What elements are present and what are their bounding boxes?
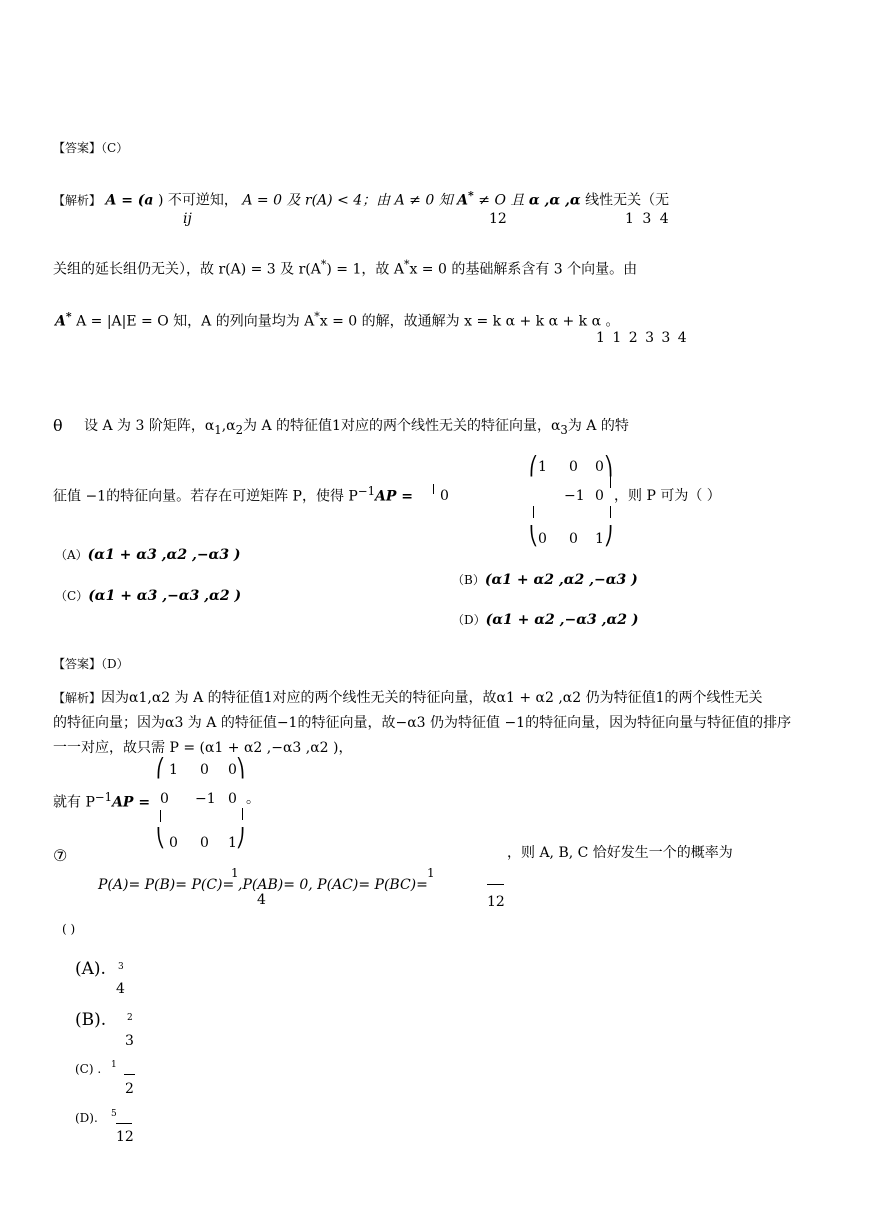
- q3-tail: ，则 A, B, C 恰好发生一个的概率为: [507, 845, 733, 861]
- sub-ij: ij: [183, 211, 192, 227]
- q3-option-c-bar: [124, 1074, 135, 1075]
- matrix2-r1c2: 0: [200, 762, 209, 778]
- q3-option-d-num: 5: [111, 1109, 117, 1119]
- option-a-label: （A）: [55, 548, 88, 562]
- matrix1-r1c2: 0: [569, 459, 578, 475]
- q3-option-a-label: (A).: [75, 959, 106, 979]
- matrix-bracket-tick: [433, 484, 434, 494]
- text-not-invertible: ) 不可逆知，: [157, 192, 238, 209]
- q1-analysis-line3: [55, 311, 620, 329]
- matrix2-r1c1: 1: [169, 762, 178, 778]
- q2-analysis-line4: [53, 792, 150, 810]
- q3-option-a-den: 4: [116, 981, 125, 997]
- matrix2-r2c1: 0: [160, 791, 169, 807]
- option-a-value: (α1 + α3 ,α2 ,−α3 ): [87, 547, 241, 563]
- stem2-sup: −1: [357, 484, 376, 498]
- q3-paren: ( ): [62, 922, 76, 936]
- option-c-label: （C）: [55, 589, 89, 603]
- matrix1-r2c2: −1: [564, 488, 585, 504]
- analysis4-end: 。: [246, 791, 260, 807]
- q3-frac2-bar: [487, 884, 504, 885]
- matrix1-rparen-top: ⎞: [604, 456, 613, 477]
- sub-12: 12: [489, 211, 507, 227]
- q3-frac2-den: 12: [487, 894, 505, 910]
- stem2-b: AP =: [375, 488, 414, 505]
- matrix2-r2c2: −1: [195, 791, 216, 807]
- analysis4-sup: −1: [94, 790, 113, 804]
- text-line2: 关组的延长组仍无关），故 r(A) = 3 及 r(A: [53, 261, 321, 278]
- q2-option-c: [55, 589, 241, 603]
- stem1-d: 为 A 的特: [567, 418, 629, 434]
- matrix2-lparen-top: ⎛: [156, 758, 165, 779]
- matrix2-r1c3: 0: [228, 762, 237, 778]
- matrix1-r3c3: 1: [595, 531, 604, 547]
- matrix2-rparen-top: ⎞: [236, 758, 245, 779]
- text-line3: A = |A|E = O 知，A 的列向量均为 A: [76, 313, 315, 330]
- text-line3b: x = 0 的解，故通解为 x = k α + k α + k α 。: [319, 313, 620, 330]
- q1-answer: [53, 141, 128, 155]
- adj-star-2: *: [320, 258, 327, 271]
- matrix1-r3c1: 0: [538, 531, 547, 547]
- matrix2-r3c2: 0: [200, 835, 209, 851]
- expr-alphas: α ,α ,α: [528, 192, 581, 209]
- q2-option-a: [55, 548, 241, 562]
- matrix1-lparen-top: ⎛: [529, 456, 538, 477]
- q2-analysis-line1: [53, 691, 763, 705]
- analysis4-b: AP =: [112, 794, 151, 811]
- matrix1-rbar-top: [610, 476, 611, 488]
- q3-frac1-den: 4: [257, 892, 266, 908]
- adj-star: *: [468, 189, 474, 202]
- analysis-label-2: 【解析】: [53, 691, 102, 705]
- matrix2-lbar: [160, 810, 161, 822]
- q3-option-c-num: 1: [111, 1060, 117, 1070]
- q3-option-d-den: 12: [116, 1129, 134, 1145]
- option-d-label: （D）: [452, 613, 486, 627]
- text-line2b: ) = 1，故 A: [326, 261, 404, 278]
- matrix2-r3c3: 1: [228, 835, 237, 851]
- expr-rank: A = 0 及 r(A) < 4；由 A ≠ 0 知: [242, 192, 453, 209]
- expr-a: A: [55, 313, 66, 330]
- q2-analysis-line2: 的特征向量；因为α3 为 A 的特征值−1的特征向量，故−α3 仍为特征值 −1的特征向量，因为特征向量与特征值的排序: [53, 715, 792, 731]
- q2-answer: [53, 657, 129, 671]
- matrix1-rparen-bot: ⎠: [604, 526, 613, 547]
- q2-option-b: [452, 573, 638, 587]
- matrix1-r2c3: 0: [595, 488, 604, 504]
- stem1-a: 设 A 为 3 阶矩阵，α: [84, 418, 215, 434]
- matrix2-r2c3: 0: [228, 791, 237, 807]
- q3-option-d-bar: [116, 1123, 132, 1124]
- text-independent: 线性无关（无: [585, 192, 670, 209]
- matrix1-rbar-bot: [610, 506, 611, 518]
- q3-formula-b: ,P(AB)= 0, P(AC)= P(BC)=: [238, 877, 428, 893]
- answer-label-2: 【答案】: [53, 657, 102, 671]
- matrix1-r1c1: 1: [538, 459, 547, 475]
- matrix2-rparen-bot: ⎠: [236, 828, 245, 849]
- q3-option-b-label: (B).: [75, 1010, 107, 1030]
- analysis-label: 【解析】: [53, 193, 102, 208]
- text-line2c: x = 0 的基础解系含有 3 个向量。由: [409, 261, 638, 278]
- q2-option-d: [452, 613, 639, 627]
- q3-option-c-den: 2: [125, 1081, 134, 1097]
- q2-analysis-line3: 一一对应，故只需 P = (α1 + α2 ,−α3 ,α2 )，: [53, 740, 353, 756]
- stem1-b: ,α: [221, 418, 236, 434]
- answer-label: 【答案】: [53, 141, 102, 155]
- q3-option-a-num: 3: [118, 962, 124, 972]
- adj-star-3: *: [403, 258, 410, 271]
- expr-a-adj: A: [457, 192, 469, 209]
- q3-frac2-num: 1: [427, 866, 435, 880]
- q2-marker: θ: [53, 416, 63, 435]
- stem1-c: 为 A 的特征值1对应的两个线性无关的特征向量，α: [243, 418, 561, 434]
- q3-frac1-num: 1: [231, 866, 239, 880]
- stem1-sub2: 2: [235, 422, 244, 437]
- q3-formula-a: P(A)= P(B)= P(C)=: [98, 877, 235, 893]
- option-c-value: (α1 + α3 ,−α3 ,α2 ): [88, 588, 242, 604]
- q3-option-d-label: (D).: [75, 1111, 98, 1125]
- q1-analysis-line2: [53, 259, 637, 277]
- expr-a-aij: A = (a: [105, 192, 154, 209]
- matrix1-r1c3: 0: [595, 459, 604, 475]
- q3-option-c-label: (C) .: [75, 1062, 102, 1076]
- matrix1-lbar: [533, 506, 534, 518]
- stem1-sub1: 1: [214, 422, 222, 437]
- subs-line3: 1 1 2 3 3 4: [596, 330, 687, 346]
- sub-134: 1 3 4: [625, 211, 669, 227]
- matrix1-r3c2: 0: [569, 531, 578, 547]
- stem2-end: ，则 P 可为（ ）: [614, 488, 721, 504]
- adj-star-4: *: [65, 310, 72, 323]
- adj-star-5: *: [314, 310, 320, 323]
- stem2-zero: 0: [440, 488, 449, 504]
- q3-marker: ⑦: [53, 846, 68, 865]
- matrix2-r3c1: 0: [169, 835, 178, 851]
- analysis4-a: 就有 P: [53, 794, 95, 811]
- matrix2-rbar: [242, 808, 243, 820]
- q2-stem-line1: [84, 419, 629, 436]
- expr-neq-o: ≠ O 且: [478, 192, 525, 209]
- stem1-sub3: 3: [560, 422, 568, 437]
- q2-stem-line2: [53, 486, 413, 504]
- answer-value-2: （D）: [101, 657, 129, 671]
- matrix1-lparen-bot: ⎝: [529, 526, 538, 547]
- option-b-label: （B）: [452, 573, 485, 587]
- answer-value: （C）: [101, 141, 129, 155]
- analysis2-text1: 因为α1,α2 为 A 的特征值1对应的两个线性无关的特征向量，故α1 + α2 ,α2 仍为特征值1的两个线性无关: [101, 690, 763, 706]
- stem2-a: 征值 −1的特征向量。若存在可逆矩阵 P，使得 P: [53, 488, 358, 505]
- matrix2-lparen-bot: ⎝: [156, 828, 165, 849]
- q3-option-b-num: 2: [127, 1013, 133, 1023]
- option-d-value: (α1 + α2 ,−α3 ,α2 ): [485, 612, 639, 628]
- q3-option-b-den: 3: [125, 1033, 134, 1049]
- option-b-value: (α1 + α2 ,α2 ,−α3 ): [484, 572, 638, 588]
- q1-analysis-line1: [53, 190, 669, 208]
